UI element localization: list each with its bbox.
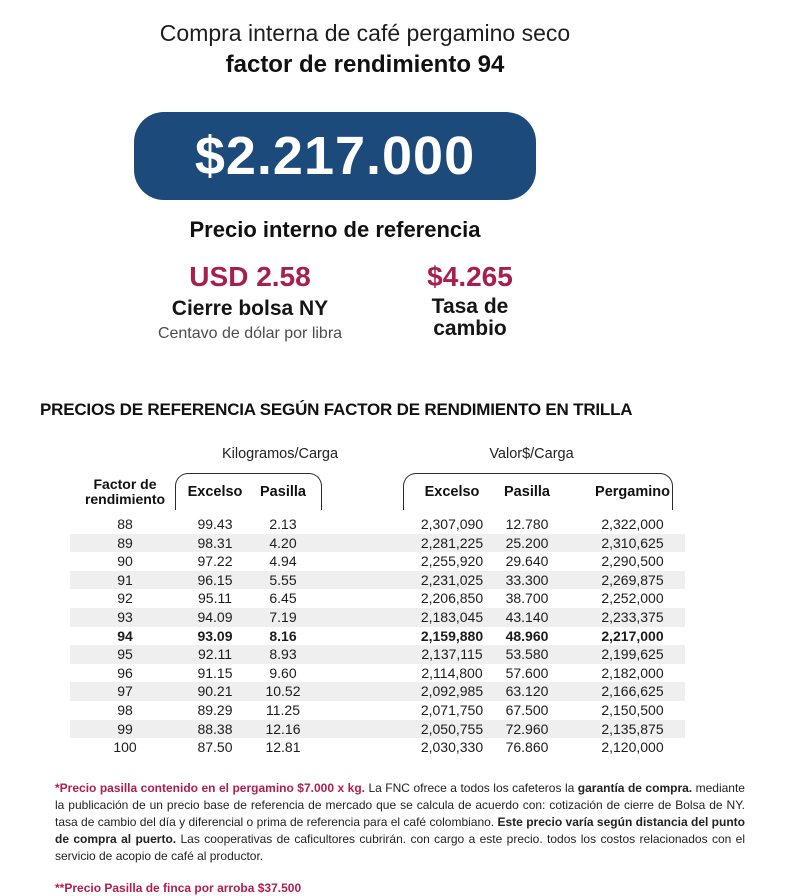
cell-kg-excelso: 98.31: [197, 534, 233, 551]
table-row: [70, 645, 685, 664]
footnote-pasilla-finca: **Precio Pasilla de finca por arroba $37.500: [55, 880, 302, 895]
cell-valor-excelso: 2,281,225: [420, 534, 484, 551]
cell-valor-excelso: 2,307,090: [420, 516, 484, 532]
table-row: [70, 534, 685, 553]
cell-valor-pasilla: 67.500: [505, 701, 549, 718]
cell-kg-pasilla: 5.55: [269, 571, 297, 588]
cell-valor-pasilla: 57.600: [505, 664, 549, 681]
cell-valor-excelso: 2,159,880: [420, 627, 484, 644]
cell-kg-pasilla: 2.13: [269, 516, 297, 532]
cell-kg-excelso: 93.09: [197, 627, 233, 644]
reference-price-table-section: [0, 400, 800, 757]
cell-valor-pasilla: 72.960: [505, 720, 549, 737]
footnote-purchase-guarantee: [55, 780, 745, 865]
cell-valor-pasilla: 53.580: [505, 646, 549, 663]
table-group-labels: [70, 446, 685, 464]
cell-kg-pasilla: 4.94: [269, 553, 297, 570]
cell-pergamino: 2,322,000: [601, 516, 664, 532]
cell-factor: 97: [117, 683, 133, 700]
group-label-kilogramos-carga: Kilogramos/Carga: [221, 446, 339, 462]
title-line2: factor de rendimiento 94: [225, 51, 505, 78]
table-body: [70, 515, 685, 757]
cell-kg-pasilla: 8.93: [269, 646, 297, 663]
cell-valor-excelso: 2,206,850: [420, 590, 484, 607]
cell-kg-pasilla: 8.16: [269, 627, 297, 644]
cell-factor: 96: [117, 664, 133, 681]
column-header-valor-excelso: Excelso: [424, 483, 480, 500]
table-row: [70, 571, 685, 590]
table-title: PRECIOS DE REFERENCIA SEGÚN FACTOR DE RENDIMIENTO EN TRILLA: [40, 400, 633, 419]
cell-kg-excelso: 91.15: [197, 664, 233, 681]
cell-kg-pasilla: 12.81: [265, 739, 301, 756]
table-row: [70, 738, 685, 757]
cell-factor: 99: [117, 720, 133, 737]
title-line1: Compra interna de café pergamino seco: [159, 20, 571, 46]
ny-close-value: USD 2.58: [189, 261, 311, 292]
table-row: [70, 552, 685, 571]
cell-valor-pasilla: 29.640: [505, 553, 549, 570]
cell-kg-pasilla: 7.19: [269, 608, 297, 625]
cell-kg-excelso: 94.09: [197, 608, 233, 625]
cell-kg-pasilla: 4.20: [269, 534, 297, 551]
footnote-segment: La FNC ofrece a todos los cafeteros la: [368, 780, 578, 795]
column-header-kg-pasilla: Pasilla: [260, 483, 306, 500]
cell-valor-pasilla: 12.780: [505, 516, 549, 532]
cell-valor-excelso: 2,050,755: [420, 720, 484, 737]
cell-pergamino: 2,150,500: [601, 701, 664, 718]
price-pill: [134, 112, 536, 200]
cell-pergamino: 2,182,000: [601, 664, 664, 681]
cell-valor-pasilla: 33.300: [505, 571, 549, 588]
cell-factor: 91: [117, 571, 133, 588]
cell-valor-excelso: 2,030,330: [420, 739, 484, 756]
cell-pergamino: 2,310,625: [601, 534, 664, 551]
cell-factor: 88: [117, 516, 133, 532]
cell-pergamino: 2,135,875: [601, 720, 664, 737]
cell-pergamino: 2,217,000: [601, 627, 664, 644]
footnote-segment: garantía de compra.: [577, 780, 693, 795]
cell-kg-excelso: 99.43: [197, 516, 233, 532]
exchange-rate-label: Tasa de cambio: [431, 295, 509, 340]
cell-kg-excelso: 87.50: [197, 739, 233, 756]
cell-kg-excelso: 88.38: [197, 720, 233, 737]
column-header-kg-excelso: Excelso: [187, 483, 243, 500]
footnote-segment: mediante la publicación de un precio base de referencia de mercado que se calcula de acuerdo con: cotización de cierre de Bolsa de NY. tasa de cambio del día y diferencial o prima de referencia para el café colombiano.: [55, 780, 745, 829]
column-header-valor-pasilla: Pasilla: [504, 483, 550, 500]
cell-kg-pasilla: 9.60: [269, 664, 297, 681]
table-row: [70, 627, 685, 646]
column-header-factor-line1: Factor de: [93, 475, 157, 492]
hero-price-section: [0, 112, 800, 244]
ny-close-label: Cierre bolsa NY: [171, 297, 329, 320]
group-label-valor-carga: Valor$/Carga: [489, 446, 574, 462]
footnote-segment: Este precio varía según distancia del punto de compra al puerto.: [55, 814, 745, 846]
page-title: [20, 0, 710, 82]
cell-kg-excelso: 95.11: [198, 590, 232, 607]
cell-kg-pasilla: 12.16: [265, 720, 301, 737]
column-header-pergamino: Pergamino: [595, 483, 670, 500]
reference-price-table: [70, 446, 685, 757]
column-header-factor-line2: rendimiento: [84, 490, 166, 507]
reference-price-value: $2.217.000: [194, 126, 476, 186]
cell-valor-pasilla: 43.140: [505, 608, 549, 625]
cell-kg-pasilla: 6.45: [269, 590, 297, 607]
cell-factor: 98: [117, 701, 133, 718]
exchange-rate-value: $4.265: [427, 261, 513, 292]
market-indicators: [120, 262, 560, 344]
cell-valor-pasilla: 48.960: [505, 627, 549, 644]
cell-factor: 95: [117, 646, 133, 663]
cell-kg-pasilla: 10.52: [265, 683, 301, 700]
cell-kg-excelso: 97.22: [197, 553, 233, 570]
table-header-row: [70, 473, 685, 510]
table-row: [70, 682, 685, 701]
footnote-segment: Las cooperativas de caficultores cubrirán. con cargo a este precio. todos los costos relacionados con el servicio de acopio de café al productor.: [55, 831, 745, 863]
cell-valor-excelso: 2,231,025: [420, 571, 484, 588]
table-row: [70, 701, 685, 720]
ny-close-sublabel: Centavo de dólar por libra: [157, 325, 343, 342]
table-row: [70, 664, 685, 683]
cell-factor: 89: [117, 534, 133, 551]
cell-valor-excelso: 2,183,045: [420, 608, 484, 625]
cell-pergamino: 2,269,875: [601, 571, 664, 588]
cell-valor-pasilla: 25.200: [505, 534, 549, 551]
table-row: [70, 515, 685, 534]
ny-close-indicator: [120, 262, 380, 344]
cell-valor-excelso: 2,255,920: [420, 553, 484, 570]
cell-pergamino: 2,166,625: [601, 683, 664, 700]
cell-kg-pasilla: 11.25: [266, 701, 300, 718]
cell-factor: 94: [117, 627, 133, 644]
cell-pergamino: 2,290,500: [601, 553, 664, 570]
footnote-segment: *Precio pasilla contenido en el pergamino $7.000 x kg.: [55, 780, 369, 795]
table-row: [70, 589, 685, 608]
cell-valor-excelso: 2,071,750: [420, 701, 484, 718]
column-header-factor: [70, 477, 180, 507]
cell-kg-excelso: 90.21: [197, 683, 233, 700]
exchange-rate-indicator: [380, 262, 560, 344]
cell-kg-excelso: 92.11: [198, 646, 232, 663]
table-row: [70, 608, 685, 627]
cell-valor-pasilla: 38.700: [505, 590, 549, 607]
cell-valor-pasilla: 76.860: [505, 739, 549, 756]
cell-kg-excelso: 89.29: [197, 701, 233, 718]
cell-pergamino: 2,199,625: [601, 646, 664, 663]
cell-factor: 93: [117, 608, 133, 625]
table-row: [70, 720, 685, 739]
footnotes: [55, 780, 745, 896]
cell-pergamino: 2,233,375: [601, 608, 664, 625]
cell-valor-excelso: 2,114,800: [421, 664, 483, 681]
cell-factor: 90: [117, 553, 133, 570]
cell-valor-pasilla: 63.120: [505, 683, 549, 700]
cell-factor: 92: [117, 590, 133, 607]
cell-pergamino: 2,252,000: [601, 590, 664, 607]
cell-pergamino: 2,120,000: [601, 739, 664, 756]
cell-valor-excelso: 2,137,115: [421, 646, 483, 663]
cell-kg-excelso: 96.15: [197, 571, 233, 588]
cell-valor-excelso: 2,092,985: [420, 683, 484, 700]
reference-price-caption: Precio interno de referencia: [189, 217, 481, 242]
cell-factor: 100: [113, 739, 137, 756]
